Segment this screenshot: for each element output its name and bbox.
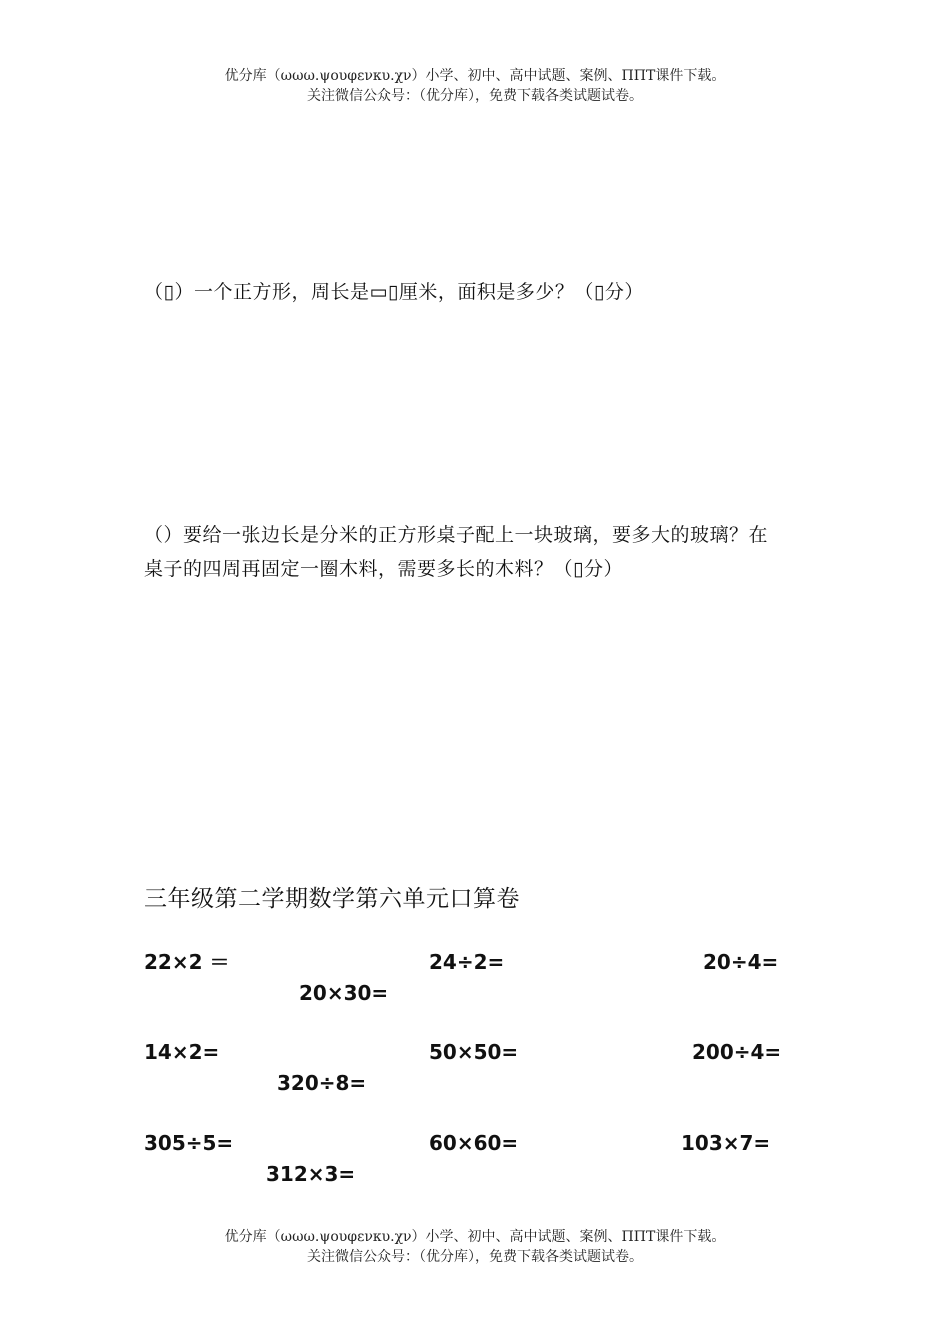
calc-problem: 20×30=: [299, 981, 389, 1005]
page-header: [0, 66, 950, 106]
calc-problem: 22×2 ＝: [144, 950, 230, 974]
calc-problem: 14×2=: [144, 1040, 220, 1064]
calc-problem: 103×7=: [681, 1131, 771, 1155]
header-line-1: 优分库（ωωω.ψουφενκυ.χν）小学、初中、高中试题、案例、ΠΠΤ课件下载。: [224, 68, 726, 84]
calc-problem: 24÷2=: [429, 950, 505, 974]
footer-line-1: 优分库（ωωω.ψουφενκυ.χν）小学、初中、高中试题、案例、ΠΠΤ课件下载。: [224, 1229, 726, 1245]
worksheet-title: 三年级第二学期数学第六单元口算卷: [144, 886, 520, 912]
calc-problem: 200÷4=: [692, 1040, 782, 1064]
page-footer: [0, 1227, 950, 1267]
footer-line-2: 关注微信公众号：（优分库），免费下载各类试题试卷。: [307, 1249, 643, 1265]
question-table-glass: （）要给一张边长是分米的正方形桌子配上一块玻璃，要多大的玻璃？在桌子的四周再固定一圈木料，需要多长的木料？（▯分）: [144, 524, 769, 580]
calc-problem: 320÷8=: [277, 1071, 367, 1095]
calc-problem: 50×50=: [429, 1040, 519, 1064]
header-line-2: 关注微信公众号：（优分库），免费下载各类试题试卷。: [307, 88, 643, 104]
calc-problem: 60×60=: [429, 1131, 519, 1155]
calc-problem: 312×3=: [266, 1162, 356, 1186]
question-square-area: （▯）一个正方形，周长是▭▯厘米，面积是多少？（▯分）: [144, 281, 644, 303]
calc-problem: 305÷5=: [144, 1131, 234, 1155]
calc-problem: 20÷4=: [703, 950, 779, 974]
